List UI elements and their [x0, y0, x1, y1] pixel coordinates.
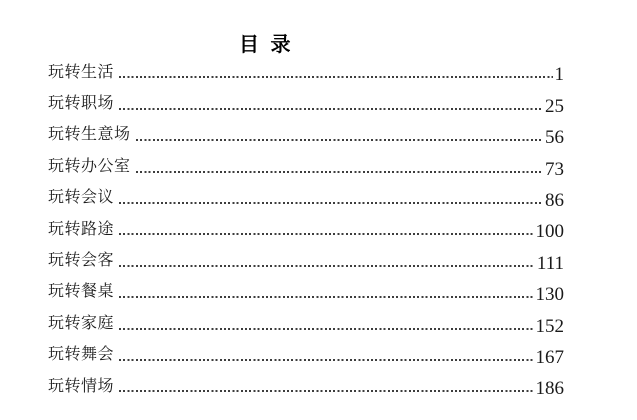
- toc-entry-page: 130: [535, 284, 564, 306]
- dot-leader: [119, 390, 533, 392]
- toc-entry[interactable]: [48, 207, 564, 243]
- toc-entry-page: 1: [554, 64, 564, 86]
- toc-entry-label: 玩转路途: [48, 220, 115, 238]
- page-title: 目 录: [239, 34, 294, 56]
- toc-entry-label: 玩转家庭: [48, 314, 115, 332]
- toc-entry-page: 56: [545, 127, 564, 149]
- toc-entry-label: 玩转会客: [48, 251, 115, 269]
- toc-entry-label: 玩转生活: [48, 63, 115, 81]
- toc-entry[interactable]: [48, 144, 564, 180]
- dot-leader: [119, 233, 533, 235]
- toc-entry-label: 玩转舞会: [48, 346, 115, 364]
- dot-leader: [119, 108, 543, 110]
- toc-entry-page: 73: [545, 158, 564, 180]
- toc-entry-label: 玩转办公室: [48, 157, 131, 175]
- toc-entry-page: 152: [535, 315, 564, 337]
- toc-entry[interactable]: [48, 113, 564, 149]
- dot-leader: [119, 296, 533, 298]
- toc-list: [48, 50, 564, 400]
- toc-entry-label: 玩转餐桌: [48, 283, 115, 301]
- toc-entry-label: 玩转会议: [48, 189, 115, 207]
- dot-leader: [136, 139, 543, 141]
- dot-leader: [119, 76, 552, 78]
- toc-entry[interactable]: [48, 50, 564, 86]
- toc-entry-page: 86: [545, 189, 564, 211]
- toc-entry-page: 100: [535, 221, 564, 243]
- toc-entry[interactable]: [48, 301, 564, 337]
- toc-entry[interactable]: [48, 270, 564, 306]
- toc-entry[interactable]: [48, 364, 564, 400]
- toc-entry-label: 玩转职场: [48, 94, 115, 112]
- toc-entry[interactable]: [48, 176, 564, 211]
- dot-leader: [119, 202, 543, 204]
- toc-entry-label: 玩转情场: [48, 377, 115, 395]
- toc-entry-page: 111: [536, 252, 564, 274]
- toc-entry-page: 186: [535, 378, 564, 400]
- toc-entry[interactable]: [48, 81, 564, 117]
- toc-entry-label: 玩转生意场: [48, 126, 131, 144]
- dot-leader: [119, 328, 533, 330]
- toc-entry[interactable]: [48, 238, 564, 274]
- dot-leader: [119, 359, 533, 361]
- toc-entry-page: 25: [545, 95, 564, 117]
- toc-entry[interactable]: [48, 333, 564, 368]
- dot-leader: [136, 171, 543, 173]
- toc-entry-page: 167: [535, 346, 564, 368]
- dot-leader: [119, 265, 535, 267]
